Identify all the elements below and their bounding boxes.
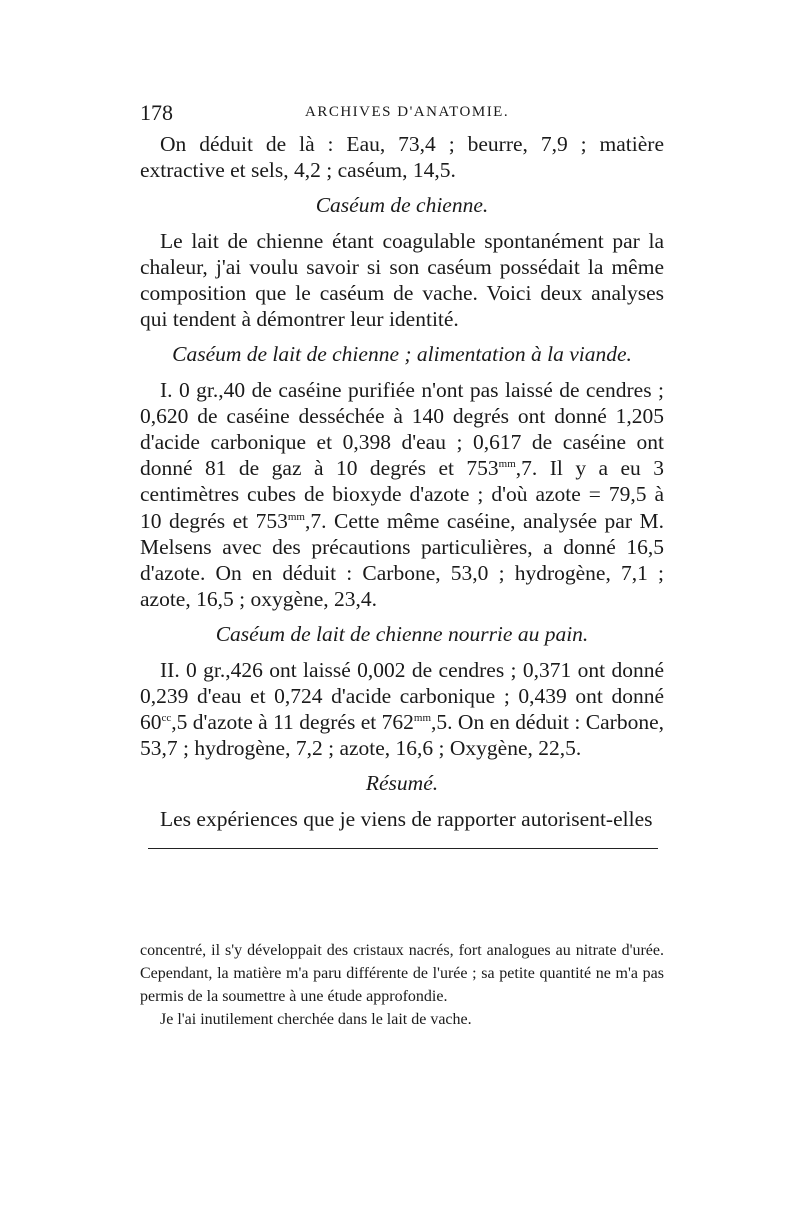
footnote <box>140 939 664 1031</box>
section-heading-resume: Résumé. <box>365 771 439 796</box>
section-heading-alimentation-viande: Caséum de lait de chienne ; alimentation à la viande. <box>172 342 632 367</box>
footnote-separator <box>148 848 658 849</box>
unit-superscript: cc <box>161 711 172 724</box>
footnote-paragraph-2: Je l'ai inutilement cherchée dans le lait de vache. <box>160 1011 472 1028</box>
analysis-one-text-a: I. 0 gr.,40 de caséine purifiée n'ont pas laissé de cendres ; 0,620 de caséine desséchée à 140 degrés ont donné 1,205 d'acide carbonique et 0,398 d'eau ; 0,617 de caséine ont donné 81 de gaz à 10 degrés et 753 <box>140 377 664 481</box>
unit-superscript: mm <box>287 510 305 523</box>
resume-paragraph: Les expériences que je viens de rapporter autorisent-elles <box>160 806 653 831</box>
analysis-one-paragraph <box>140 377 664 613</box>
analysis-two-text-c: ,5. On en déduit : Carbone, 53,7 ; hydrogène, 7,2 ; azote, 16,6 ; Oxygène, 22,5. <box>140 710 664 761</box>
analysis-one-text-c: ,7. Cette même caséine, analysée par M. Melsens avec des précautions particulières, a donné 16,5 d'azote. On en déduit : Carbone, 53,0 ; hydrogène, 7,1 ; azote, 16,5 ; oxygène, 23,4. <box>140 508 664 612</box>
footnote-paragraph: concentré, il s'y développait des cristaux nacrés, fort analogues au nitrate d'urée. Cependant, la matière m'a paru différente de l'urée ; sa petite quantité ne m'a pas permis de la soumettre à une étude approfondie. <box>140 942 664 1005</box>
analysis-two-text-b: ,5 d'azote à 11 degrés et 762 <box>171 710 414 735</box>
analysis-two-paragraph <box>140 657 664 762</box>
unit-superscript: mm <box>498 458 516 471</box>
running-title: ARCHIVES D'ANATOMIE. <box>305 104 510 120</box>
unit-superscript: mm <box>413 711 432 724</box>
page-header <box>140 100 660 130</box>
analysis-two-text-a: II. 0 gr.,426 ont laissé 0,002 de cendres ; 0,371 ont donné 0,239 d'eau et 0,724 d'acide carbonique ; 0,439 ont donné 60 <box>140 657 664 735</box>
section-paragraph-caseum-chienne: Le lait de chienne étant coagulable spontanément par la chaleur, j'ai voulu savoir si son caséum possédait la même composition que le caséum de vache. Voici deux analyses qui tendent à démontrer leur identité. <box>140 228 664 332</box>
section-heading-caseum-chienne: Caséum de chienne. <box>315 193 489 218</box>
analysis-one-text-b: ,7. Il y a eu 3 centimètres cubes de bioxyde d'azote ; d'où azote = 79,5 à 10 degrés et 753 <box>140 456 665 533</box>
main-text <box>140 131 664 849</box>
section-heading-nourrie-pain: Caséum de lait de chienne nourrie au pain. <box>215 622 589 647</box>
page-number: 178 <box>140 100 173 125</box>
intro-paragraph: On déduit de là : Eau, 73,4 ; beurre, 7,9 ; matière extractive et sels, 4,2 ; caséum, 14,5. <box>140 132 664 183</box>
